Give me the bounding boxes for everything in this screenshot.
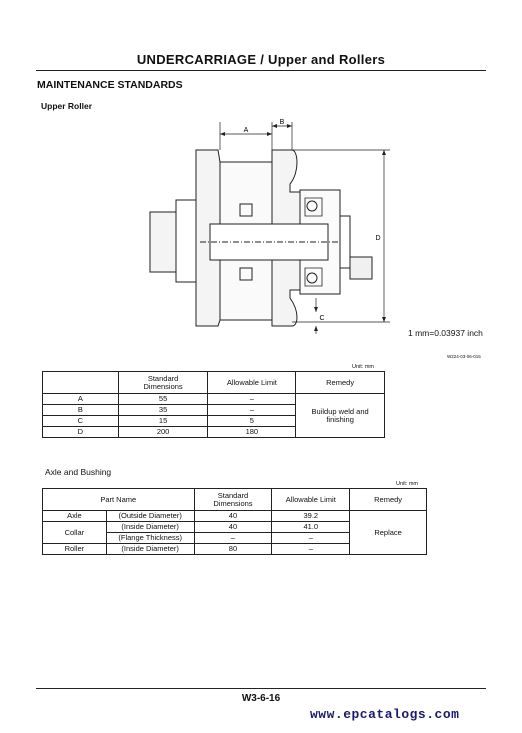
table1-header-row: [43, 372, 385, 394]
standard-value: 40: [194, 511, 272, 522]
table1-header-blank: [43, 372, 119, 394]
standard-value: 35: [118, 405, 208, 416]
table1-unit: Unit: mm: [352, 364, 374, 370]
unit-conversion-note: 1 mm=0.03937 inch: [408, 328, 483, 338]
standard-value: 55: [118, 394, 208, 405]
standard-value: 200: [118, 427, 208, 438]
dim-label-d: D: [375, 235, 381, 242]
table-row: [43, 511, 427, 522]
part-detail: (Outside Diameter): [106, 511, 194, 522]
table2-header-standard: Standard Dimensions: [194, 489, 272, 511]
part-detail: (Inside Diameter): [106, 544, 194, 555]
allowable-value: 5: [208, 416, 296, 427]
allowable-value: –: [208, 394, 296, 405]
allowable-value: 41.0: [272, 522, 350, 533]
row-label: A: [43, 394, 119, 405]
row-label: D: [43, 427, 119, 438]
row-label: B: [43, 405, 119, 416]
part-name: Roller: [43, 544, 107, 555]
table-row: [43, 394, 385, 405]
remedy-cell: Buildup weld and finishing: [296, 394, 385, 438]
axle-bushing-table: [42, 488, 427, 555]
part-name: Collar: [43, 522, 107, 544]
part-detail: (Inside Diameter): [106, 522, 194, 533]
part-detail: (Flange Thickness): [106, 533, 194, 544]
standard-value: 40: [194, 522, 272, 533]
footer-rule: [36, 688, 486, 689]
figure-code: W224-03-06-015: [447, 354, 481, 359]
part-name: Axle: [43, 511, 107, 522]
table2-unit: Unit: mm: [396, 481, 418, 487]
allowable-value: –: [272, 533, 350, 544]
table1-header-allowable: Allowable Limit: [208, 372, 296, 394]
allowable-value: –: [272, 544, 350, 555]
remedy-cell: Replace: [350, 511, 427, 555]
allowable-value: –: [208, 405, 296, 416]
table2-header-row: [43, 489, 427, 511]
table1-header-standard: Standard Dimensions: [118, 372, 208, 394]
dim-label-a: A: [243, 127, 249, 134]
table2-header-allowable: Allowable Limit: [272, 489, 350, 511]
dim-label-c: C: [319, 315, 325, 322]
allowable-value: 180: [208, 427, 296, 438]
section-title: MAINTENANCE STANDARDS: [37, 79, 183, 91]
table2-header-remedy: Remedy: [350, 489, 427, 511]
standard-value: 15: [118, 416, 208, 427]
table2-header-part: Part Name: [43, 489, 195, 511]
header-rule: [36, 70, 486, 71]
axle-bushing-title: Axle and Bushing: [45, 467, 112, 477]
row-label: C: [43, 416, 119, 427]
watermark-link[interactable]: www.epcatalogs.com: [310, 707, 460, 722]
page-header-title: UNDERCARRIAGE / Upper and Rollers: [136, 52, 386, 67]
allowable-value: 39.2: [272, 511, 350, 522]
page-number: W3-6-16: [241, 693, 281, 704]
table1-header-remedy: Remedy: [296, 372, 385, 394]
figure-subtitle: Upper Roller: [41, 101, 93, 111]
upper-roller-drawing: [140, 112, 400, 340]
upper-roller-standards-table: [42, 371, 385, 438]
dim-label-b: B: [279, 119, 285, 126]
standard-value: –: [194, 533, 272, 544]
standard-value: 80: [194, 544, 272, 555]
